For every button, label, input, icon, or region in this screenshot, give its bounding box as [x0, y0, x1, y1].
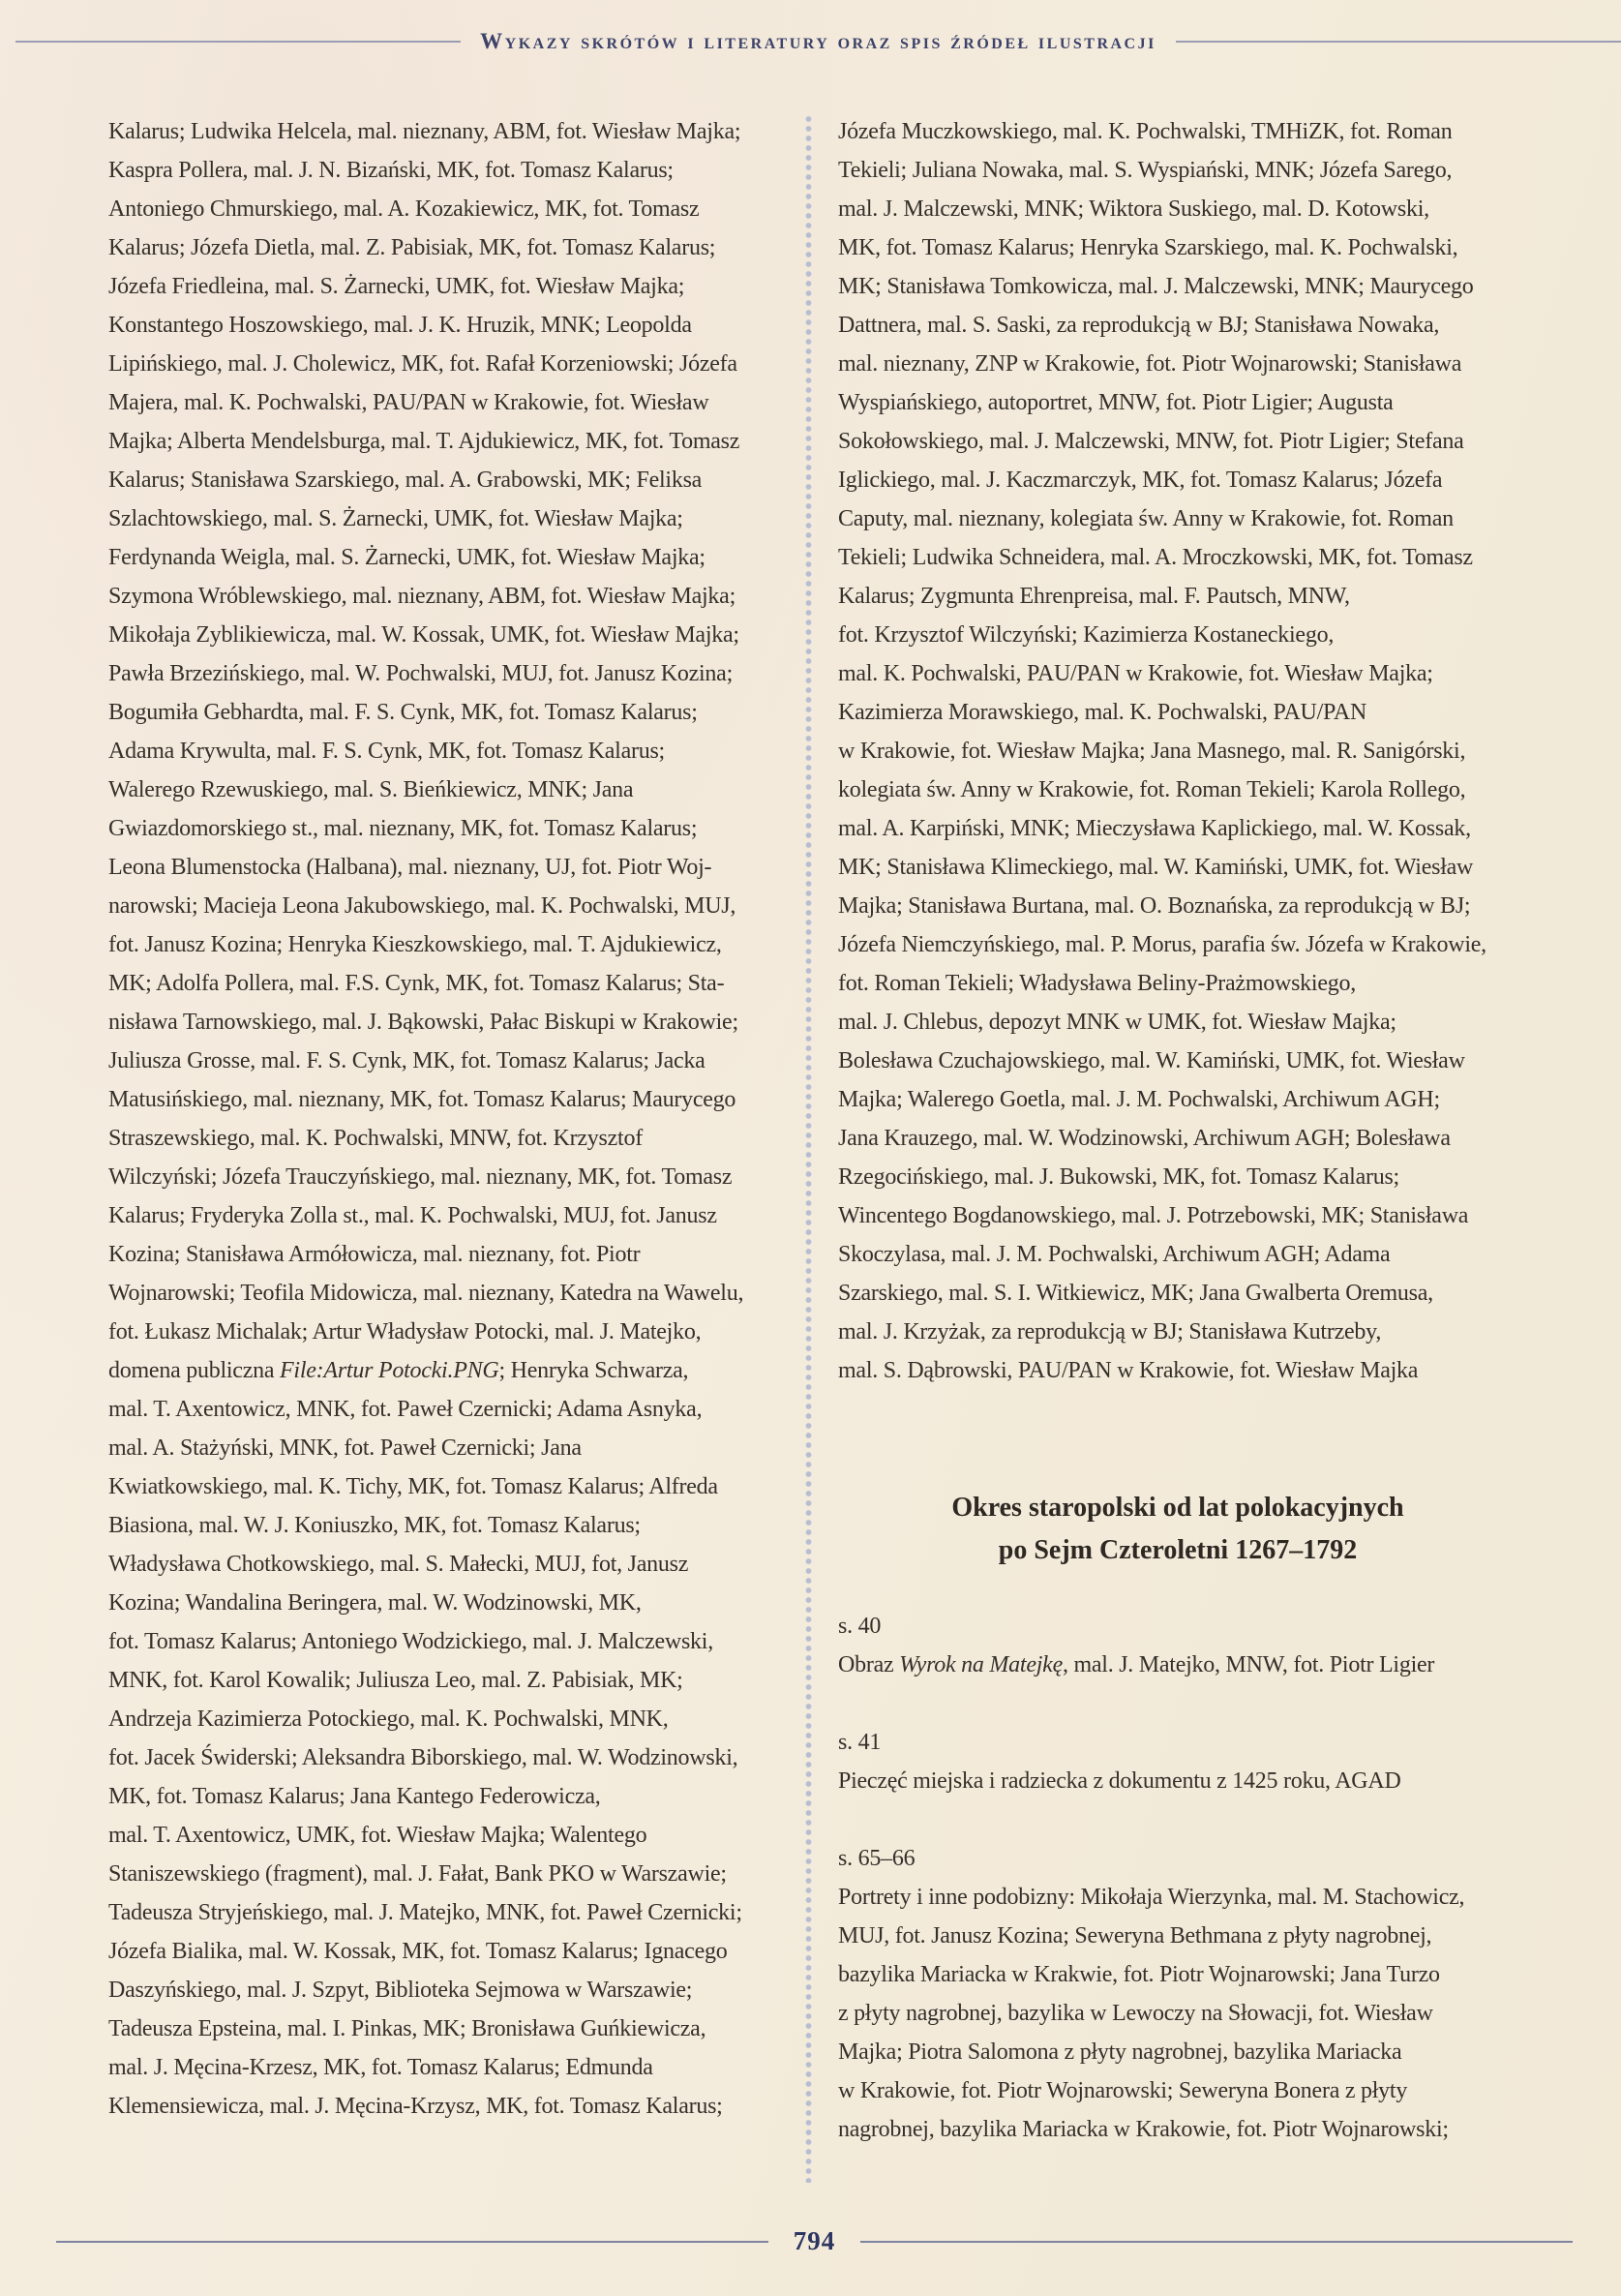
credit-line: Kazimierza Morawskiego, mal. K. Pochwalski, PAU/PAN: [838, 700, 1367, 725]
section-heading: [848, 1487, 1508, 1572]
page-title: Wykazy skrótów i literatury oraz spis źródeł ilustracji: [480, 29, 1156, 53]
footer-rule-right: [860, 2241, 1573, 2243]
credit-line: Kozina; Stanisława Armółowicza, mal. nieznany, fot. Piotr: [108, 1242, 641, 1267]
credit-line: nisława Tarnowskiego, mal. J. Bąkowski, Pałac Biskupi w Krakowie;: [108, 1010, 738, 1035]
credit-line: Józefa Bialika, mal. W. Kossak, MK, fot. Tomasz Kalarus; Ignacego: [108, 1939, 728, 1964]
credit-line: Kalarus; Zygmunta Ehrenpreisa, mal. F. Pautsch, MNW,: [838, 584, 1350, 609]
column-divider-chain-ornament: [804, 114, 813, 2183]
footer-rule-left: [56, 2241, 768, 2243]
credit-line: Wojnarowski; Teofila Midowicza, mal. nieznany, Katedra na Wawelu,: [108, 1281, 744, 1306]
page-reference: s. 65–66: [838, 1846, 916, 1871]
credit-line: Szarskiego, mal. S. I. Witkiewicz, MK; Jana Gwalberta Oremusa,: [838, 1281, 1433, 1306]
credit-line: Bolesława Czuchajowskiego, mal. W. Kamiński, UMK, fot. Wiesław: [838, 1048, 1465, 1073]
page-footer: [56, 2226, 1573, 2256]
credit-line: Rzegocińskiego, mal. J. Bukowski, MK, fot. Tomasz Kalarus;: [838, 1164, 1399, 1190]
credit-line: z płyty nagrobnej, bazylika w Lewoczy na Słowacji, fot. Wiesław: [838, 2001, 1433, 2026]
credit-line: Staniszewskiego (fragment), mal. J. Fałat, Bank PKO w Warszawie;: [108, 1861, 727, 1887]
section-heading-line2: po Sejm Czteroletni 1267–1792: [998, 1535, 1358, 1565]
credit-line: domena publiczna File:Artur Potocki.PNG; Henryka Schwarza,: [108, 1358, 689, 1383]
credit-line: fot. Roman Tekieli; Władysława Beliny-Prażmowskiego,: [838, 971, 1356, 996]
credit-line: mal. T. Axentowicz, UMK, fot. Wiesław Majka; Walentego: [108, 1823, 647, 1848]
credit-line: Tekieli; Ludwika Schneidera, mal. A. Mroczkowski, MK, fot. Tomasz: [838, 545, 1473, 570]
credit-line: Bogumiła Gebhardta, mal. F. S. Cynk, MK, fot. Tomasz Kalarus;: [108, 700, 698, 725]
credit-line: Biasiona, mal. W. J. Koniuszko, MK, fot. Tomasz Kalarus;: [108, 1513, 641, 1538]
credit-line: fot. Jacek Świderski; Aleksandra Biborskiego, mal. W. Wodzinowski,: [108, 1745, 738, 1770]
credit-line: Józefa Friedleina, mal. S. Żarnecki, UMK, fot. Wiesław Majka;: [108, 274, 685, 299]
credit-line: Kalarus; Fryderyka Zolla st., mal. K. Pochwalski, MUJ, fot. Janusz: [108, 1203, 717, 1228]
credit-line: Iglickiego, mal. J. Kaczmarczyk, MK, fot. Tomasz Kalarus; Józefa: [838, 468, 1443, 493]
credit-line: bazylika Mariacka w Krakwie, fot. Piotr Wojnarowski; Jana Turzo: [838, 1962, 1440, 1987]
credit-line: Szlachtowskiego, mal. S. Żarnecki, UMK, fot. Wiesław Majka;: [108, 506, 683, 531]
credit-line: Wyspiańskiego, autoportret, MNW, fot. Piotr Ligier; Augusta: [838, 390, 1394, 415]
credit-line: Gwiazdomorskiego st., mal. nieznany, MK, fot. Tomasz Kalarus;: [108, 816, 698, 841]
credit-line: Majera, mal. K. Pochwalski, PAU/PAN w Krakowie, fot. Wiesław: [108, 390, 709, 415]
header-rule-left: [15, 41, 461, 43]
right-column-credits: [838, 112, 1576, 1390]
credit-line: mal. K. Pochwalski, PAU/PAN w Krakowie, fot. Wiesław Majka;: [838, 661, 1433, 686]
credit-line: Daszyńskiego, mal. J. Szpyt, Biblioteka Sejmowa w Warszawie;: [108, 1978, 693, 2003]
credit-line: Juliusza Grosse, mal. F. S. Cynk, MK, fot. Tomasz Kalarus; Jacka: [108, 1048, 705, 1073]
credit-line: Straszewskiego, mal. K. Pochwalski, MNW, fot. Krzysztof: [108, 1126, 643, 1151]
credit-line: MUJ, fot. Janusz Kozina; Seweryna Bethmana z płyty nagrobnej,: [838, 1923, 1432, 1949]
credit-line: Tadeusza Epsteina, mal. I. Pinkas, MK; Bronisława Guńkiewicza,: [108, 2016, 706, 2041]
credit-line: MK, fot. Tomasz Kalarus; Henryka Szarskiego, mal. K. Pochwalski,: [838, 235, 1458, 260]
header-rule-right: [1176, 41, 1621, 43]
illustration-entry: [838, 1607, 1576, 1684]
credit-line: Andrzeja Kazimierza Potockiego, mal. K. Pochwalski, MNK,: [108, 1707, 669, 1732]
credit-line: MK; Stanisława Tomkowicza, mal. J. Malczewski, MNK; Maurycego: [838, 274, 1474, 299]
credit-line: fot. Krzysztof Wilczyński; Kazimierza Kostaneckiego,: [838, 622, 1335, 648]
credit-line: w Krakowie, fot. Wiesław Majka; Jana Masnego, mal. R. Sanigórski,: [838, 739, 1466, 764]
credit-line: mal. A. Karpiński, MNK; Mieczysława Kaplickiego, mal. W. Kossak,: [838, 816, 1471, 841]
credit-line: Antoniego Chmurskiego, mal. A. Kozakiewicz, MK, fot. Tomasz: [108, 196, 700, 222]
credit-line: mal. J. Krzyżak, za reprodukcją w BJ; Stanisława Kutrzeby,: [838, 1319, 1382, 1344]
credit-line: Matusińskiego, mal. nieznany, MK, fot. Tomasz Kalarus; Maurycego: [108, 1087, 736, 1112]
page-header: [15, 29, 1621, 54]
credit-line: Ferdynanda Weigla, mal. S. Żarnecki, UMK, fot. Wiesław Majka;: [108, 545, 705, 570]
credit-line: mal. S. Dąbrowski, PAU/PAN w Krakowie, fot. Wiesław Majka: [838, 1358, 1419, 1383]
section-heading-line1: Okres staropolski od lat polokacyjnych: [951, 1493, 1404, 1523]
credit-line: Kalarus; Ludwika Helcela, mal. nieznany, ABM, fot. Wiesław Majka;: [108, 119, 741, 144]
credit-line: Władysława Chotkowskiego, mal. S. Małecki, MUJ, fot, Janusz: [108, 1552, 689, 1577]
credit-line: Pieczęć miejska i radziecka z dokumentu z 1425 roku, AGAD: [838, 1768, 1401, 1794]
credit-line: Portrety i inne podobizny: Mikołaja Wierzynka, mal. M. Stachowicz,: [838, 1885, 1465, 1910]
credit-line: fot. Łukasz Michalak; Artur Władysław Potocki, mal. J. Matejko,: [108, 1319, 702, 1344]
credit-line: Kalarus; Józefa Dietla, mal. Z. Pabisiak, MK, fot. Tomasz Kalarus;: [108, 235, 716, 260]
illustration-entries: [838, 1607, 1576, 2149]
credit-line: MK; Adolfa Pollera, mal. F.S. Cynk, MK, fot. Tomasz Kalarus; Sta-: [108, 971, 725, 996]
credit-line: Lipińskiego, mal. J. Cholewicz, MK, fot. Rafał Korzeniowski; Józefa: [108, 351, 737, 377]
credit-line: kolegiata św. Anny w Krakowie, fot. Roman Tekieli; Karola Rollego,: [838, 777, 1466, 802]
credit-line: narowski; Macieja Leona Jakubowskiego, mal. K. Pochwalski, MUJ,: [108, 893, 736, 919]
credit-line: Szymona Wróblewskiego, mal. nieznany, ABM, fot. Wiesław Majka;: [108, 584, 736, 609]
credit-line: Majka; Stanisława Burtana, mal. O. Boznańska, za reprodukcją w BJ;: [838, 893, 1471, 919]
credit-line: Wincentego Bogdanowskiego, mal. J. Potrzebowski, MK; Stanisława: [838, 1203, 1469, 1228]
illustration-entry: [838, 1723, 1576, 1800]
credit-line: MK, fot. Tomasz Kalarus; Jana Kantego Federowicza,: [108, 1784, 601, 1809]
credit-line: Tadeusza Stryjeńskiego, mal. J. Matejko, MNK, fot. Paweł Czernicki;: [108, 1900, 742, 1925]
credit-line: Sokołowskiego, mal. J. Malczewski, MNW, fot. Piotr Ligier; Stefana: [838, 429, 1464, 454]
credit-line: Kwiatkowskiego, mal. K. Tichy, MK, fot. Tomasz Kalarus; Alfreda: [108, 1474, 718, 1499]
credit-line: Kaspra Pollera, mal. J. N. Bizański, MK, fot. Tomasz Kalarus;: [108, 158, 674, 183]
credit-line: MNK, fot. Karol Kowalik; Juliusza Leo, mal. Z. Pabisiak, MK;: [108, 1668, 683, 1693]
credit-line: Walerego Rzewuskiego, mal. S. Bieńkiewicz, MNK; Jana: [108, 777, 634, 802]
credit-line: Caputy, mal. nieznany, kolegiata św. Anny w Krakowie, fot. Roman: [838, 506, 1454, 531]
credit-line: Mikołaja Zyblikiewicza, mal. W. Kossak, UMK, fot. Wiesław Majka;: [108, 622, 739, 648]
credit-line: mal. nieznany, ZNP w Krakowie, fot. Piotr Wojnarowski; Stanisława: [838, 351, 1462, 377]
illustration-entry: [838, 1839, 1576, 2149]
credit-line: mal. T. Axentowicz, MNK, fot. Paweł Czernicki; Adama Asnyka,: [108, 1397, 703, 1422]
credit-line: w Krakowie, fot. Piotr Wojnarowski; Seweryna Bonera z płyty: [838, 2078, 1408, 2103]
credit-line: Tekieli; Juliana Nowaka, mal. S. Wyspiański, MNK; Józefa Sarego,: [838, 158, 1453, 183]
credit-line: Obraz Wyrok na Matejkę, mal. J. Matejko, MNW, fot. Piotr Ligier: [838, 1652, 1435, 1677]
page-reference: s. 41: [838, 1730, 882, 1755]
credit-line: Pawła Brzezińskiego, mal. W. Pochwalski, MUJ, fot. Janusz Kozina;: [108, 661, 733, 686]
credit-line: Jana Krauzego, mal. W. Wodzinowski, Archiwum AGH; Bolesława: [838, 1126, 1451, 1151]
credit-line: Majka; Walerego Goetla, mal. J. M. Pochwalski, Archiwum AGH;: [838, 1087, 1440, 1112]
credit-line: mal. J. Chlebus, depozyt MNK w UMK, fot. Wiesław Majka;: [838, 1010, 1396, 1035]
credit-line: Majka; Alberta Mendelsburga, mal. T. Ajdukiewicz, MK, fot. Tomasz: [108, 429, 740, 454]
credit-line: nagrobnej, bazylika Mariacka w Krakowie, fot. Piotr Wojnarowski;: [838, 2117, 1449, 2142]
credit-line: Kalarus; Stanisława Szarskiego, mal. A. Grabowski, MK; Feliksa: [108, 468, 703, 493]
left-column: [108, 112, 809, 2126]
credit-line: Kozina; Wandalina Beringera, mal. W. Wodzinowski, MK,: [108, 1590, 642, 1616]
credit-line: mal. A. Stażyński, MNK, fot. Paweł Czernicki; Jana: [108, 1435, 582, 1461]
right-column: [838, 112, 1576, 2188]
credit-line: Adama Krywulta, mal. F. S. Cynk, MK, fot. Tomasz Kalarus;: [108, 739, 665, 764]
credit-line: Józefa Muczkowskiego, mal. K. Pochwalski, TMHiZK, fot. Roman: [838, 119, 1453, 144]
credit-line: Józefa Niemczyńskiego, mal. P. Morus, parafia św. Józefa w Krakowie,: [838, 932, 1486, 957]
credit-line: mal. J. Malczewski, MNK; Wiktora Suskiego, mal. D. Kotowski,: [838, 196, 1429, 222]
credit-line: fot. Tomasz Kalarus; Antoniego Wodzickiego, mal. J. Malczewski,: [108, 1629, 713, 1654]
page-reference: s. 40: [838, 1614, 882, 1639]
page-number: 794: [793, 2226, 836, 2255]
credit-line: fot. Janusz Kozina; Henryka Kieszkowskiego, mal. T. Ajdukiewicz,: [108, 932, 722, 957]
credit-line: Skoczylasa, mal. J. M. Pochwalski, Archiwum AGH; Adama: [838, 1242, 1391, 1267]
credit-line: Klemensiewicza, mal. J. Męcina-Krzysz, MK, fot. Tomasz Kalarus;: [108, 2094, 723, 2119]
credit-line: Majka; Piotra Salomona z płyty nagrobnej, bazylika Mariacka: [838, 2039, 1402, 2065]
credit-line: MK; Stanisława Klimeckiego, mal. W. Kamiński, UMK, fot. Wiesław: [838, 855, 1474, 880]
credit-line: Wilczyński; Józefa Trauczyńskiego, mal. nieznany, MK, fot. Tomasz: [108, 1164, 733, 1190]
credit-line: Leona Blumenstocka (Halbana), mal. nieznany, UJ, fot. Piotr Woj-: [108, 855, 712, 880]
credit-line: Dattnera, mal. S. Saski, za reprodukcją w BJ; Stanisława Nowaka,: [838, 313, 1440, 338]
credit-line: mal. J. Męcina-Krzesz, MK, fot. Tomasz Kalarus; Edmunda: [108, 2055, 653, 2080]
credit-line: Konstantego Hoszowskiego, mal. J. K. Hruzik, MNK; Leopolda: [108, 313, 692, 338]
